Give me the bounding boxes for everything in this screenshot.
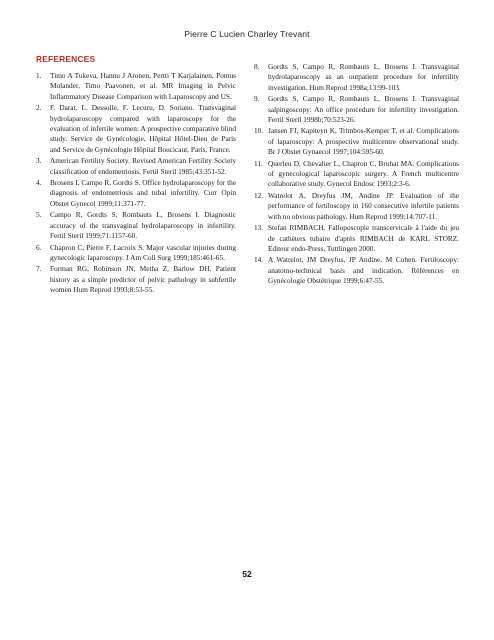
reference-number: 10. bbox=[254, 126, 264, 136]
running-header: Pierre C Lucien Charley Trevant bbox=[184, 29, 310, 39]
reference-text: Chapron C, Pierre F, Lacroix S. Major vascular injuries during gynecologic laparoscopy. J Am Coll Surg 1999;185:461-65. bbox=[50, 242, 236, 262]
reference-text: F. Darai, L. Dessolle, F. Lecuru, D. Soriano. Transvaginal hydrolaparoscopy compared with laparoscopy for the evaluation of infertile women: A prospective comparative blind study. Service de Gynécologie, Hôpital Hôtel-Dieu de Paris and Service de Gynécologie Hôpital Boucicaut, Paris, France. bbox=[50, 103, 236, 154]
reference-text: Gordts S, Campo R, Rombauts L, Brosens I. Transvaginal salpingoscopy: An office procedure for infertility investigation. Fertil Steril 1998b;70:523-26. bbox=[268, 94, 459, 125]
reference-item bbox=[254, 94, 459, 125]
reference-item bbox=[36, 103, 236, 155]
reference-item bbox=[36, 210, 236, 241]
reference-text: Campo R, Gordts S, Rombauts L, Brosens I. Diagnostic accuracy of the transvaginal hydrolaparoscopy in infertility. Fertil Steril 1999;71:1157-60. bbox=[50, 210, 236, 241]
reference-item bbox=[254, 62, 459, 93]
reference-number: 13. bbox=[254, 223, 264, 233]
page-number: 52 bbox=[242, 569, 252, 579]
reference-number: 12. bbox=[254, 190, 264, 200]
reference-text: Timo A Tukeva, Hannu J Aronen, Pertti T Karjalainen, Pontus Molander, Timo Paavonen, et al. MR Imaging in Pelvic Inflammatory Disease Comparison with Laparoscopy and US. bbox=[50, 71, 236, 101]
reference-text: Gordts S, Campo R, Rombauts L, Brosens I. Transvaginal hydrolaparoscopy as an outpatient procedure for infertility investigation. Hum Reprod 1998a;13:99-103. bbox=[268, 62, 459, 92]
references-column-left bbox=[36, 54, 236, 297]
reference-text: Querleu D, Chevalier L, Chapron C, Bruhat MA. Complications of gynecological laparoscopic surgery. A French multicentre collaborative study. Gynecol Endosc 1993;2:3-6. bbox=[268, 158, 459, 189]
section-title: REFERENCES bbox=[36, 54, 96, 64]
reference-number: 4. bbox=[36, 178, 42, 188]
reference-item bbox=[36, 71, 236, 102]
reference-item bbox=[254, 159, 459, 190]
reference-number: 1. bbox=[36, 71, 42, 80]
reference-number: 7. bbox=[36, 264, 42, 274]
reference-text: Forman RG, Robinson JN, Metha Z, Barlow DH. Patient history as a simple predictor of pelvic pathology in subfertile women Hum Reprod 1993;8:53-55. bbox=[50, 264, 236, 295]
references-column-right bbox=[254, 62, 459, 288]
reference-list-right bbox=[254, 62, 459, 287]
reference-text: Jansen FJ, Kapiteyn K, Trimbos-Kemper T, et al. Complications of laparoscopy: A prospective multicentre observational study. Br J Obstet Gynaecol 1997;104:595-60. bbox=[268, 126, 459, 157]
reference-item bbox=[36, 243, 236, 264]
reference-number: 5. bbox=[36, 210, 42, 220]
reference-number: 6. bbox=[36, 242, 42, 252]
reference-item bbox=[36, 178, 236, 209]
reference-number: 9. bbox=[254, 94, 260, 104]
reference-item bbox=[36, 264, 236, 295]
reference-number: 2. bbox=[36, 103, 42, 113]
reference-text: Stefan RIMBACH. Falloposcopie transcervicale à l'aide du jeu de cathéters tubaire d'après RIMBACH de KARL STORZ. Editeur endo-Press, Tuttlingen 2000. bbox=[268, 223, 459, 253]
reference-text: Brosens I, Campo R, Gordts S. Office hydrolaparoscopy for the diagnosis of endometriosis and tubal infertility. Curr Opin Obstet Gynecol 1999;11:371-77. bbox=[50, 178, 236, 208]
reference-number: 11. bbox=[254, 158, 263, 168]
reference-number: 8. bbox=[254, 62, 260, 71]
reference-text: American Fertility Society. Revised American Fertility Society classification of endometriosis. Fertil Steril 1985;43:351-52. bbox=[50, 156, 236, 176]
reference-number: 3. bbox=[36, 156, 42, 166]
reference-number: 14. bbox=[254, 255, 264, 265]
reference-text: A Watrelot, JM Dreyfus, JP Andine, M Cohen. Fertiloscopy: anatomo-technical basis and indication. Références en Gynécologie Obstétrique 1999;6:47-55. bbox=[268, 255, 459, 286]
reference-item bbox=[254, 191, 459, 222]
reference-list-left bbox=[36, 71, 236, 296]
reference-item bbox=[254, 126, 459, 157]
reference-item bbox=[254, 223, 459, 254]
reference-text: Watrelot A, Dreyfus JM, Andine JP. Evaluation of the performance of fertiloscopy in 160 consecutive infertile patients with no obvious pathology. Hum Reprod 1999;14:707-11. bbox=[268, 190, 459, 221]
reference-item bbox=[254, 255, 459, 286]
reference-item bbox=[36, 156, 236, 177]
